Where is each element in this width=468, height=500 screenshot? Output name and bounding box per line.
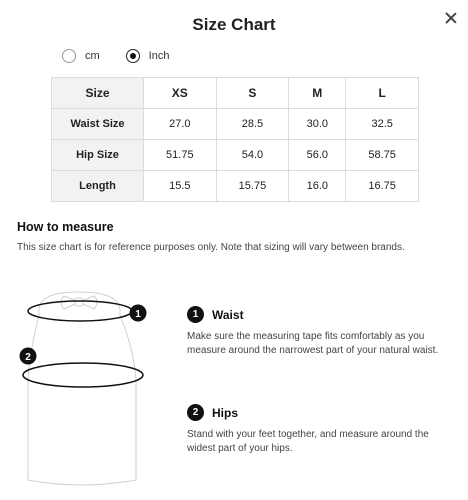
- table-header-cell: L: [346, 78, 419, 109]
- table-header-cell: Size: [52, 78, 144, 109]
- unit-toggle: [62, 49, 169, 63]
- table-cell: 58.75: [346, 140, 419, 171]
- step-waist: [187, 306, 457, 358]
- how-to-measure-title: How to measure: [17, 220, 114, 234]
- radio-inch[interactable]: [126, 49, 140, 63]
- row-label: Waist Size: [52, 109, 144, 140]
- svg-text:2: 2: [25, 352, 31, 363]
- table-cell: 56.0: [289, 140, 346, 171]
- table-cell: 28.5: [216, 109, 289, 140]
- row-label: Hip Size: [52, 140, 144, 171]
- size-table: [51, 77, 419, 202]
- table-row: [52, 109, 419, 140]
- table-header-cell: S: [216, 78, 289, 109]
- step-header: [187, 404, 457, 421]
- step-description: Make sure the measuring tape fits comfortably as you measure around the narrowest part of your natural waist.: [187, 331, 439, 356]
- table-row: [52, 140, 419, 171]
- table-cell: 16.0: [289, 171, 346, 202]
- close-icon[interactable]: [443, 10, 459, 26]
- table-cell: 15.5: [144, 171, 217, 202]
- table-cell: 15.75: [216, 171, 289, 202]
- table-cell: 16.75: [346, 171, 419, 202]
- row-label: Length: [52, 171, 144, 202]
- unit-option-cm[interactable]: [62, 49, 100, 63]
- unit-label-cm: cm: [85, 50, 100, 62]
- table-cell: 32.5: [346, 109, 419, 140]
- waist-marker: [130, 305, 147, 322]
- unit-label-inch: Inch: [148, 50, 170, 62]
- svg-text:1: 1: [135, 309, 141, 320]
- table-cell: 51.75: [144, 140, 217, 171]
- radio-cm[interactable]: [62, 49, 76, 63]
- step-number-badge: 2: [187, 404, 204, 421]
- step-title: Waist: [212, 307, 244, 322]
- table-header-cell: M: [289, 78, 346, 109]
- step-title: Hips: [212, 405, 239, 420]
- table-cell: 27.0: [144, 109, 217, 140]
- table-header-cell: XS: [144, 78, 217, 109]
- step-header: [187, 306, 457, 323]
- step-hips: [187, 404, 457, 456]
- table-row: [52, 171, 419, 202]
- hip-marker: [20, 348, 37, 365]
- table-cell: 54.0: [216, 140, 289, 171]
- step-description: Stand with your feet together, and measure around the widest part of your hips.: [187, 429, 429, 454]
- top-decoration: [148, 0, 308, 3]
- unit-option-inch[interactable]: [126, 49, 170, 63]
- skirt-illustration-icon: [14, 280, 164, 500]
- step-number-badge: 1: [187, 306, 204, 323]
- table-cell: 30.0: [289, 109, 346, 140]
- table-header-row: [52, 78, 419, 109]
- modal-title: Size Chart: [192, 15, 276, 34]
- reference-note: This size chart is for reference purposes only. Note that sizing will vary between brands.: [17, 242, 405, 253]
